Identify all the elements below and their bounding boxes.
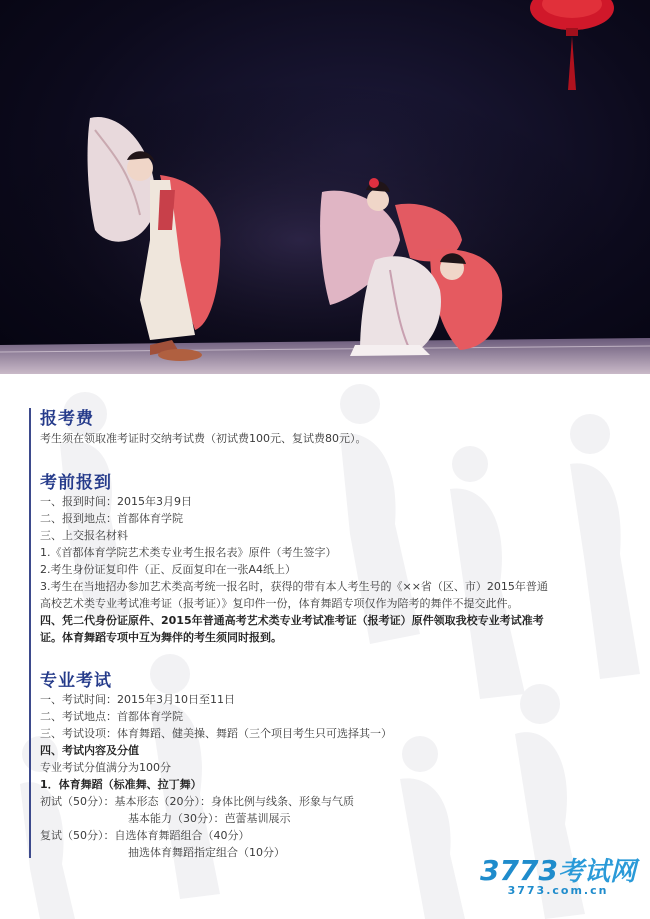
exam-line: 1．体育舞蹈（标准舞、拉丁舞） <box>40 778 202 791</box>
exam-line: 专业考试分值满分为100分 <box>40 761 171 774</box>
registration-line: 四、凭二代身份证原件、2015年普通高考艺术类专业考试准考证（报考证）原件领取我校专业考试准考 <box>40 614 544 627</box>
logo-url: 3773.com.cn <box>507 884 609 897</box>
exam-line: 抽选体育舞蹈指定组合（10分） <box>128 846 285 859</box>
registration-line: 2.考生身份证复印件（正、反面复印在一张A4纸上） <box>40 563 297 576</box>
fee-text: 考生须在领取准考证时交纳考试费（初试费100元、复试费80元）。 <box>40 432 367 445</box>
exam-line: 一、考试时间：2015年3月10日至11日 <box>40 693 235 706</box>
exam-line: 基本能力（30分）：芭蕾基训展示 <box>128 812 291 825</box>
exam-heading: 专业考试 <box>40 671 112 691</box>
logo-text: 考试网 <box>557 857 636 887</box>
registration-line: 3.考生在当地招办参加艺术类高考统一报名时，获得的带有本人考生号的《××省（区、市）2015年普通 <box>40 580 548 593</box>
site-logo <box>480 851 636 897</box>
registration-line: 高校艺术类专业考试准考证（报考证）》复印件一份，体育舞蹈专项仅作为陪考的舞伴不提交此件。 <box>40 597 519 610</box>
registration-line: 1.《首都体育学院艺术类专业考生报名表》原件（考生签字） <box>40 546 337 559</box>
exam-line: 初试（50分）：基本形态（20分）：身体比例与线条、形象与气质 <box>40 795 354 808</box>
fee-heading: 报考费 <box>40 409 94 429</box>
registration-line: 证。体育舞蹈专项中互为舞伴的考生须同时报到。 <box>40 631 282 644</box>
registration-line: 二、报到地点：首都体育学院 <box>40 512 183 525</box>
exam-line: 二、考试地点：首都体育学院 <box>40 710 183 723</box>
exam-line: 复试（50分）：自选体育舞蹈组合（40分） <box>40 829 250 842</box>
registration-heading: 考前报到 <box>40 473 112 493</box>
dancers-illustration <box>0 0 650 374</box>
registration-line: 三、上交报名材料 <box>40 529 128 542</box>
exam-line: 三、考试设项：体育舞蹈、健美操、舞蹈（三个项目考生只可选择其一） <box>40 727 392 740</box>
logo-number: 3773 <box>480 854 558 887</box>
stage-photo <box>0 0 650 374</box>
exam-line: 四、考试内容及分值 <box>40 744 139 757</box>
section-divider-line <box>29 408 31 858</box>
registration-line: 一、报到时间：2015年3月9日 <box>40 495 192 508</box>
